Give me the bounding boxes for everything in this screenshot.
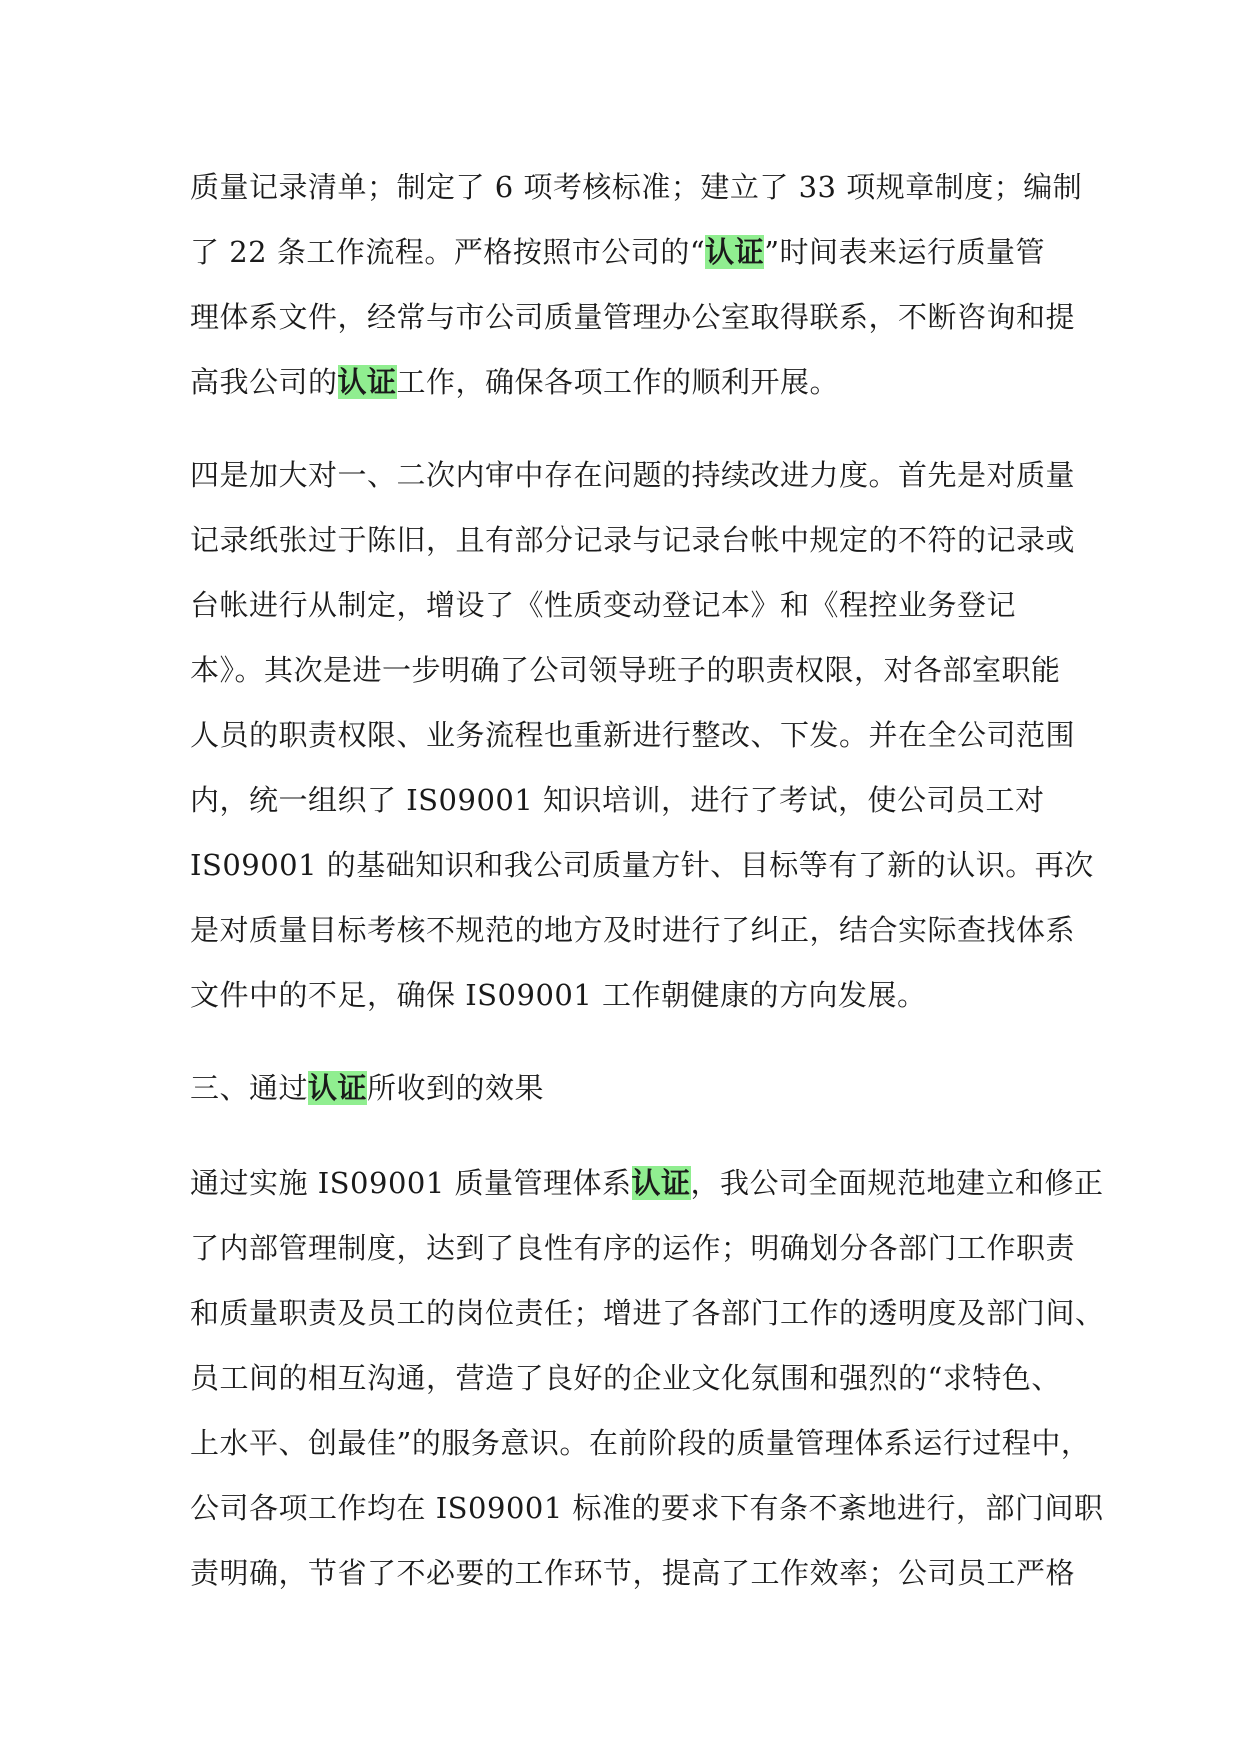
text-line: 四是加大对一、二次内审中存在问题的持续改进力度。首先是对质量 — [190, 458, 1076, 492]
text-segment: ”时间表来运行质量管 — [764, 235, 1046, 269]
search-highlight: 认证 — [308, 1071, 368, 1105]
text-line: 文件中的不足，确保 IS09001 工作朝健康的方向发展。 — [190, 978, 927, 1012]
text-line: 和质量职责及员工的岗位责任；增进了各部门工作的透明度及部门间、 — [190, 1296, 1105, 1330]
text-segment: 所收到的效果 — [367, 1071, 545, 1105]
paragraph-effects — [190, 1151, 1105, 1606]
text-segment: 高我公司的 — [190, 365, 338, 399]
text-line: 上水平、创最佳”的服务意识。在前阶段的质量管理体系运行过程中， — [190, 1426, 1091, 1460]
text-line: 内，统一组织了 IS09001 知识培训，进行了考试，使公司员工对 — [190, 783, 1045, 817]
text-line: 了内部管理制度，达到了良性有序的运作；明确划分各部门工作职责 — [190, 1231, 1076, 1265]
document-page — [190, 155, 1105, 1606]
heading-line — [190, 1056, 1070, 1121]
text-segment: ，我公司全面规范地建立和修正 — [690, 1166, 1104, 1200]
paragraph-improvement — [190, 443, 1094, 1028]
text-line: 人员的职责权限、业务流程也重新进行整改、下发。并在全公司范围 — [190, 718, 1076, 752]
text-line: 公司各项工作均在 IS09001 标准的要求下有条不紊地进行，部门间职 — [190, 1491, 1104, 1525]
search-highlight: 认证 — [631, 1166, 691, 1200]
text-line: IS09001 的基础知识和我公司质量方针、目标等有了新的认识。再次 — [190, 848, 1094, 882]
text-line: 本》。其次是进一步明确了公司领导班子的职责权限，对各部室职能 — [190, 653, 1061, 687]
section-heading — [190, 1056, 1070, 1121]
text-line: 记录纸张过于陈旧，且有部分记录与记录台帐中规定的不符的记录或 — [190, 523, 1076, 557]
text-line — [190, 1151, 1104, 1216]
text-line: 台帐进行从制定，增设了《性质变动登记本》和《程控业务登记 — [190, 588, 1017, 622]
text-segment: 工作，确保各项工作的顺利开展。 — [396, 365, 840, 399]
text-line: 质量记录清单；制定了 6 项考核标准；建立了 33 项规章制度；编制 — [190, 170, 1083, 204]
text-segment: 了 22 条工作流程。严格按照市公司的“ — [190, 235, 706, 269]
text-segment: 三、通过 — [190, 1071, 309, 1105]
text-line — [190, 350, 1070, 415]
search-highlight: 认证 — [705, 235, 765, 269]
text-segment: 通过实施 IS09001 质量管理体系 — [190, 1166, 632, 1200]
text-line — [190, 220, 1070, 285]
text-line: 理体系文件，经常与市公司质量管理办公室取得联系，不断咨询和提 — [190, 300, 1076, 334]
paragraph-quality-records — [190, 155, 1083, 415]
text-line: 员工间的相互沟通，营造了良好的企业文化氛围和强烈的“求特色、 — [190, 1361, 1061, 1395]
text-line: 是对质量目标考核不规范的地方及时进行了纠正，结合实际查找体系 — [190, 913, 1076, 947]
search-highlight: 认证 — [337, 365, 397, 399]
text-line: 责明确，节省了不必要的工作环节，提高了工作效率；公司员工严格 — [190, 1556, 1076, 1590]
